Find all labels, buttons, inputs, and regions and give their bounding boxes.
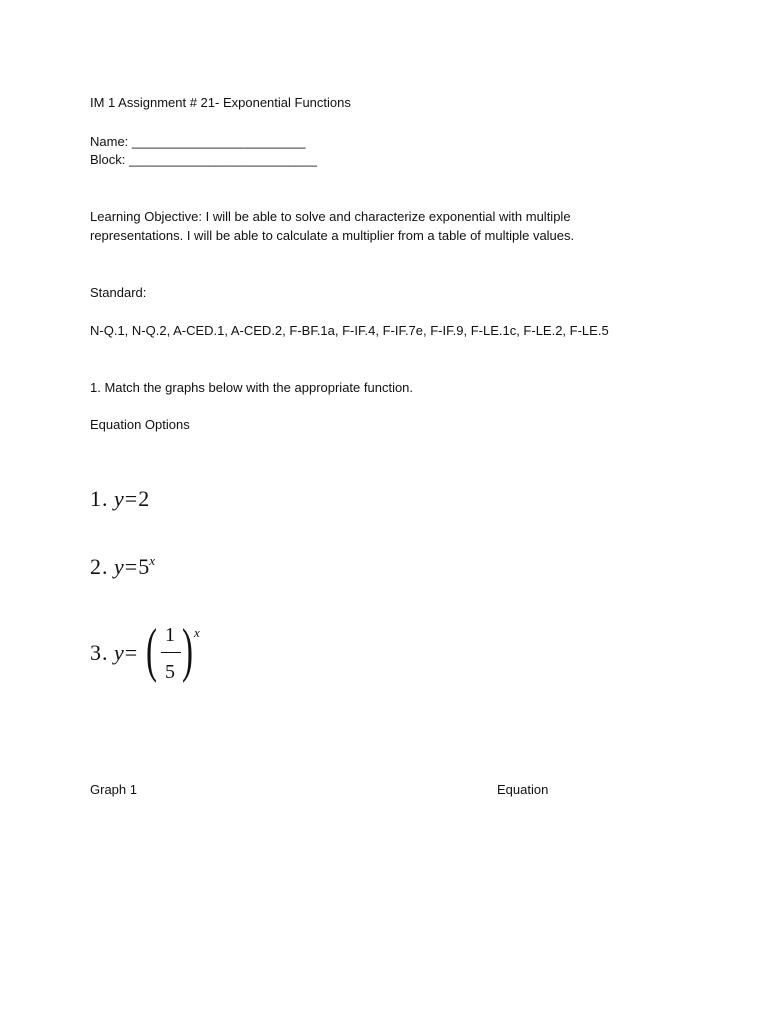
standard-label: Standard: <box>90 285 147 300</box>
equation-1 <box>90 486 149 512</box>
equation-3-numerator: 1 <box>165 624 175 646</box>
equation-3-equals: = <box>124 640 138 665</box>
equation-3-variable: y <box>114 640 124 665</box>
assignment-title: IM 1 Assignment # 21- Exponential Functions <box>90 95 351 110</box>
equation-label: Equation <box>497 782 549 797</box>
equation-1-equals: = <box>124 486 138 511</box>
learning-objective: Learning Objective: I will be able to solve and characterize exponential with multiple representations. I will be able to calculate a multiplier from a table of multiple values. <box>90 209 575 243</box>
equation-3 <box>90 640 138 666</box>
equation-2-equals: = <box>124 554 138 579</box>
equation-3-fraction <box>146 618 206 688</box>
equation-1-variable: y <box>114 486 124 511</box>
equation-1-number: 1. <box>90 486 109 511</box>
standard-codes: N-Q.1, N-Q.2, A-CED.1, A-CED.2, F-BF.1a, F-IF.4, F-IF.7e, F-IF.9, F-LE.1c, F-LE.2, F-LE.5 <box>90 323 609 338</box>
equation-2-base: 5 <box>138 554 150 579</box>
name-field: Name: ________________________ <box>90 134 306 149</box>
equation-1-rhs: 2 <box>138 486 150 511</box>
equation-3-number: 3. <box>90 640 109 665</box>
left-paren: ( <box>146 617 157 683</box>
right-paren: ) <box>182 617 193 683</box>
equation-2-exponent: x <box>149 553 155 568</box>
equation-options-heading: Equation Options <box>90 417 190 432</box>
graph-1-label: Graph 1 <box>90 782 137 797</box>
equation-2 <box>90 554 155 583</box>
equation-2-number: 2. <box>90 554 109 579</box>
question-text: 1. Match the graphs below with the appropriate function. <box>90 380 414 395</box>
fraction-bar <box>161 652 181 653</box>
block-field: Block: __________________________ <box>90 152 317 167</box>
equation-2-variable: y <box>114 554 124 579</box>
equation-3-denominator: 5 <box>165 661 175 683</box>
equation-3-exponent: x <box>194 625 200 640</box>
